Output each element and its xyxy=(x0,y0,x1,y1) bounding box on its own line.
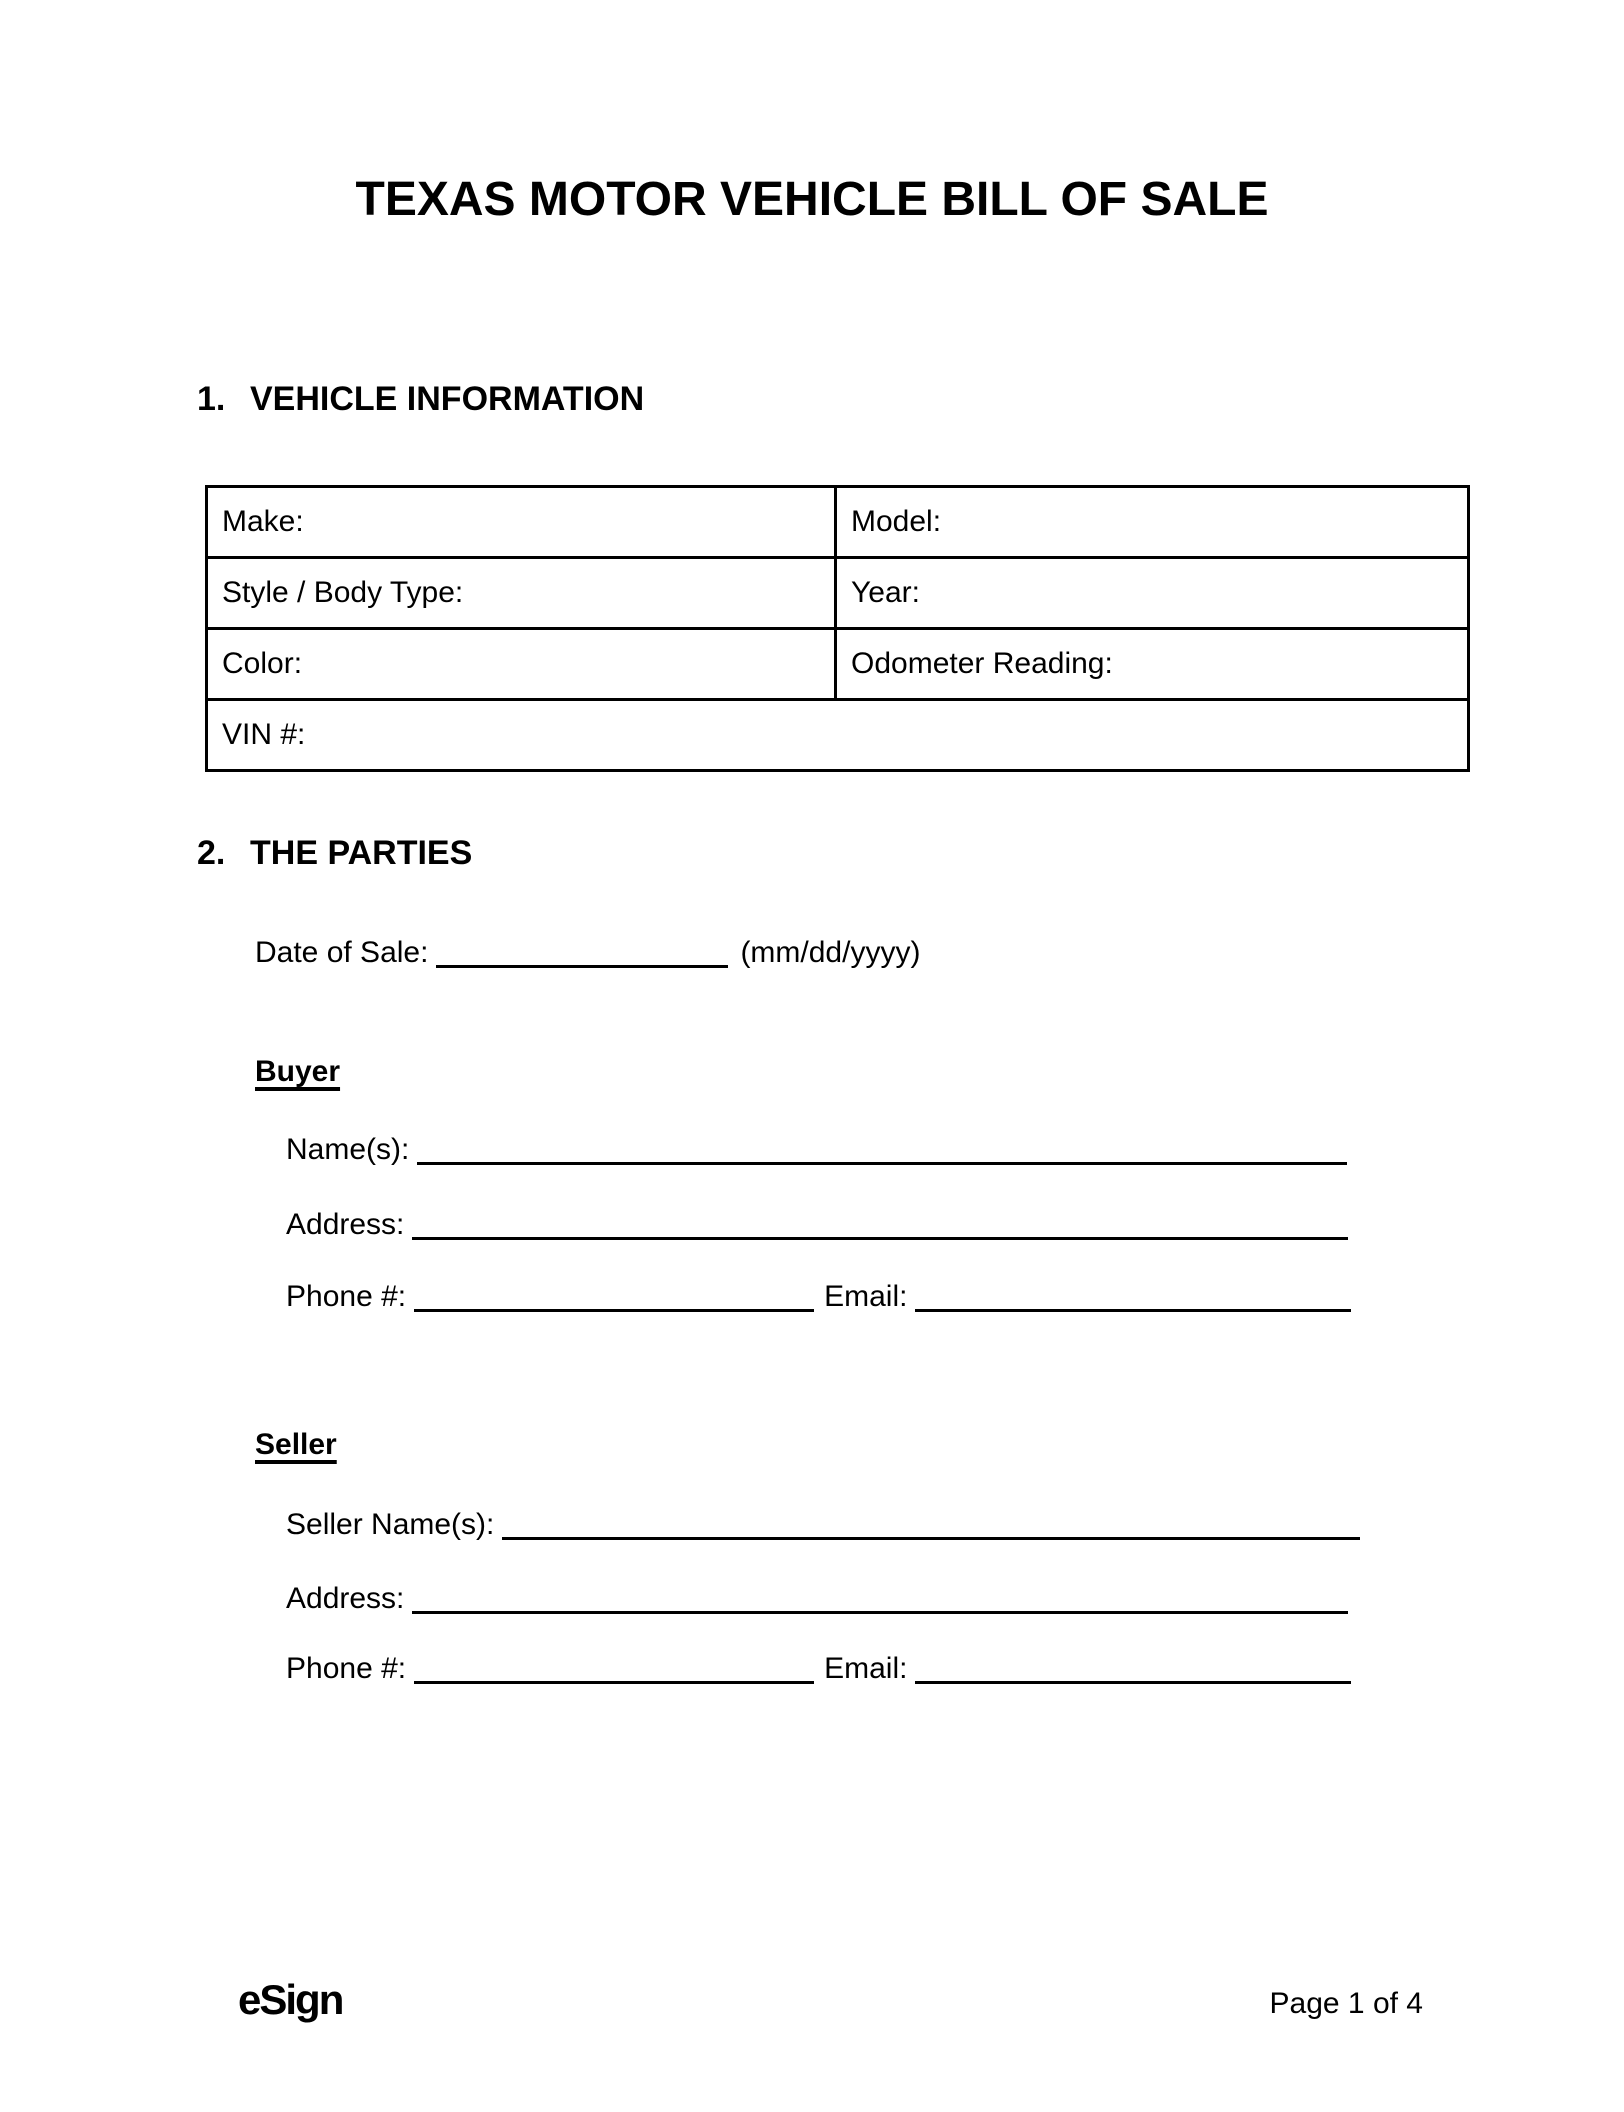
page-number-indicator: Page 1 of 4 xyxy=(1269,1987,1423,2020)
date-of-sale-label: Date of Sale: xyxy=(255,936,429,969)
seller-name-label: Seller Name(s): xyxy=(286,1508,495,1541)
odometer-reading-label: Odometer Reading: xyxy=(851,647,1113,680)
style-body-type-label: Style / Body Type: xyxy=(222,576,464,609)
section-heading-vehicle-information xyxy=(197,382,644,416)
buyer-heading: Buyer xyxy=(255,1055,341,1088)
seller-name-row xyxy=(286,1507,1360,1543)
vehicle-information-table xyxy=(205,485,1470,772)
section-heading-the-parties xyxy=(197,836,472,870)
buyer-phone-label: Phone #: xyxy=(286,1280,407,1313)
esign-logo: eSign xyxy=(238,1976,343,2023)
buyer-address-row xyxy=(286,1207,1348,1243)
style-body-type-cell[interactable] xyxy=(207,558,836,629)
seller-address-line[interactable] xyxy=(412,1581,1348,1614)
date-format-hint: (mm/dd/yyyy) xyxy=(740,936,921,969)
buyer-email-line[interactable] xyxy=(915,1279,1351,1312)
buyer-contact-row xyxy=(286,1279,1351,1315)
section-heading-label: VEHICLE INFORMATION xyxy=(250,380,645,418)
seller-phone-label: Phone #: xyxy=(286,1652,407,1685)
odometer-reading-cell[interactable] xyxy=(836,629,1469,700)
seller-address-label: Address: xyxy=(286,1582,405,1615)
color-label: Color: xyxy=(222,647,303,680)
vin-cell[interactable] xyxy=(207,700,1469,771)
date-of-sale-line[interactable] xyxy=(436,935,728,968)
buyer-phone-line[interactable] xyxy=(414,1279,814,1312)
table-row-make-model xyxy=(207,487,1469,558)
date-of-sale-row xyxy=(255,935,920,971)
make-cell[interactable] xyxy=(207,487,836,558)
year-cell[interactable] xyxy=(836,558,1469,629)
document-title: TEXAS MOTOR VEHICLE BILL OF SALE xyxy=(355,173,1269,226)
table-row-vin xyxy=(207,700,1469,771)
vin-label: VIN #: xyxy=(222,718,306,751)
section-number: 1. xyxy=(197,380,226,418)
seller-phone-line[interactable] xyxy=(414,1651,814,1684)
section-number: 2. xyxy=(197,834,226,872)
buyer-name-row xyxy=(286,1132,1347,1168)
color-cell[interactable] xyxy=(207,629,836,700)
buyer-email-label: Email: xyxy=(824,1280,908,1313)
table-row-style-year xyxy=(207,558,1469,629)
year-label: Year: xyxy=(851,576,920,609)
buyer-address-label: Address: xyxy=(286,1208,405,1241)
seller-email-label: Email: xyxy=(824,1652,908,1685)
make-label: Make: xyxy=(222,505,304,538)
model-label: Model: xyxy=(851,505,942,538)
buyer-name-line[interactable] xyxy=(417,1132,1347,1165)
seller-contact-row xyxy=(286,1651,1351,1687)
model-cell[interactable] xyxy=(836,487,1469,558)
table-row-color-odometer xyxy=(207,629,1469,700)
seller-heading: Seller xyxy=(255,1428,337,1461)
seller-name-line[interactable] xyxy=(502,1507,1360,1540)
seller-address-row xyxy=(286,1581,1348,1617)
seller-email-line[interactable] xyxy=(915,1651,1351,1684)
buyer-name-label: Name(s): xyxy=(286,1133,410,1166)
section-heading-label: THE PARTIES xyxy=(250,834,473,872)
buyer-address-line[interactable] xyxy=(412,1207,1348,1240)
